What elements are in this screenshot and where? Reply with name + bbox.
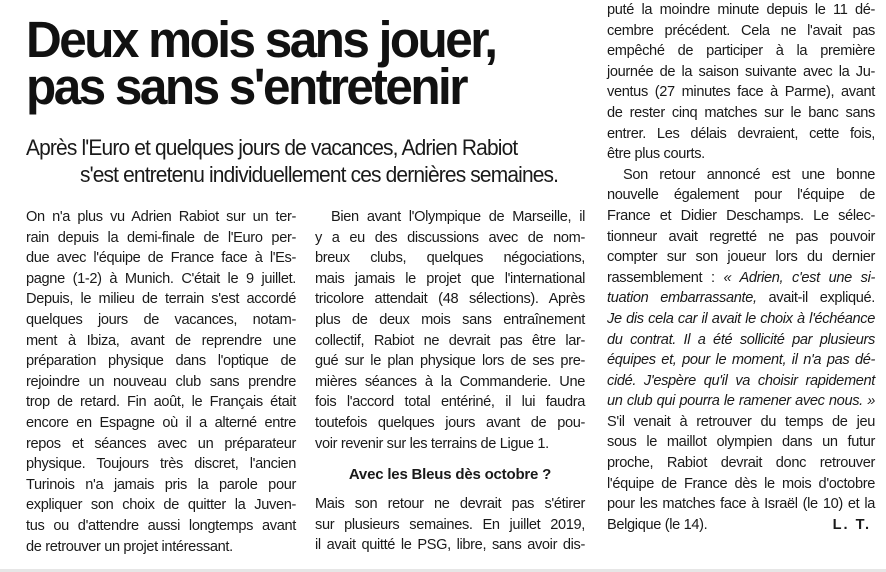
quote-line: du contrat. Il a été sollicité par plusieurs	[607, 331, 875, 348]
body-line: due avec l'équipe de France face à l'Es-	[26, 250, 296, 267]
body-line: encore en Espagne où il a alterné entre	[26, 414, 296, 431]
body-line: Depuis, le milieu de terrain s'est accordé	[26, 291, 296, 308]
body-line: plus de deux mois sans entraînement	[315, 311, 585, 328]
body-line: collectif, Rabiot ne devrait pas être lar-	[315, 332, 585, 349]
body-line: entrer. Les délais devraient, cette fois,	[607, 125, 875, 142]
body-line: proche, Rabiot devrait donc retrouver	[607, 455, 875, 472]
body-line: expliquer son choix de quitter la Juven-	[26, 497, 296, 514]
body-line: nouvelle également pour l'équipe de	[607, 187, 875, 204]
body-line: tionneur avait regretté ne pas pouvoir	[607, 228, 875, 245]
body-line: sur plusieurs semaines. En juillet 2019,	[315, 516, 585, 533]
body-line: trop de retard. Fin août, le Français était	[26, 394, 296, 411]
standfirst-line: Après l'Euro et quelques jours de vacances, Adrien Rabiot	[26, 135, 518, 160]
body-line: de rester cinq matches sur le banc sans	[607, 104, 875, 121]
body-line: repos et séances avec un préparateur	[26, 435, 296, 452]
body-line: rejoindre un nouveau club sans prendre	[26, 373, 296, 390]
body-line	[607, 268, 875, 289]
body-line: journée de la saison suivante avec la Ju-	[607, 63, 875, 80]
quote-line: un club qui pourra le ramener avec nous. »	[607, 393, 875, 410]
body-line: préparation physique dans l'optique de	[26, 353, 296, 370]
author-signature: L. T.	[832, 516, 871, 533]
body-line: rain depuis la demi-finale de l'Euro per-	[26, 229, 296, 246]
body-line: fois l'accord total entériné, il lui faudra	[315, 394, 585, 411]
body-line: France et Didier Deschamps. Le sélec-	[607, 207, 875, 224]
body-line: voir revenir sur les terrains de Ligue 1.	[315, 435, 549, 452]
body-line: pour les matches face à Israël (le 10) et la	[607, 496, 875, 513]
body-text: avait-il expliqué.	[756, 290, 875, 307]
body-line: empêché de participer à la première	[607, 43, 875, 60]
body-line: puté la moindre minute depuis le 11 dé-	[607, 2, 875, 18]
body-line: physique. Toujours très discret, l'ancien	[26, 456, 296, 473]
body-line: quelques jours de vacances, notam-	[26, 311, 296, 328]
standfirst	[26, 134, 559, 188]
standfirst-line: s'est entretenu individuellement ces dernières semaines.	[79, 162, 559, 187]
body-line: mières séances à la Commanderie. Une	[315, 373, 585, 390]
headline-line: pas sans s'entretenir	[26, 58, 466, 115]
body-line: Mais son retour ne devrait pas s'étirer	[315, 496, 585, 513]
headline-line: Deux mois sans jouer,	[26, 11, 496, 68]
body-line	[607, 288, 875, 309]
quote-text: tuation embarrassante,	[607, 290, 757, 307]
body-line: tricolore attendait (48 sélections). Après	[315, 291, 585, 308]
body-line	[607, 515, 875, 536]
body-line: y a eu des discussions avec de nom-	[315, 229, 585, 246]
body-line: Son retour annoncé est une bonne	[623, 166, 875, 183]
body-line: mais jamais le projet que l'international	[315, 270, 585, 287]
quote-line: Je dis cela car il avait le choix à l'échéance	[607, 310, 875, 327]
body-line: Bien avant l'Olympique de Marseille, il	[331, 209, 585, 225]
column-3	[607, 0, 875, 535]
body-text: rassemblement :	[607, 269, 724, 286]
body-line: être plus courts.	[607, 146, 705, 163]
quote-line: cidé. J'espère qu'il va choisir rapidement	[607, 372, 875, 389]
body-text: Belgique (le 14).	[607, 516, 708, 533]
column-2	[315, 207, 585, 556]
body-line: S'il venait à retrouver du temps de jeu	[607, 413, 875, 430]
body-line: Turinois n'a jamais pris la parole pour	[26, 476, 296, 493]
column-1	[26, 207, 296, 557]
body-line: sous le maillot olympien dans un futur	[607, 434, 875, 451]
body-line: toutefois quelques jours avant de pou-	[315, 414, 585, 431]
body-line: ment à Ibiza, avant de reprendre une	[26, 332, 296, 349]
body-line: On n'a plus vu Adrien Rabiot sur un ter-	[26, 209, 296, 225]
quote-text: « Adrien, c'est une si-	[723, 269, 875, 286]
quote-line: équipes et, pour le moment, il n'a pas dé-	[607, 352, 875, 369]
body-line: il avait quitté le PSG, libre, sans avoir dis-	[315, 537, 585, 554]
body-line: ventus (27 minutes face à Parme), avant	[607, 84, 875, 101]
body-line: pagne (1-2) à Munich. C'était le 9 juillet.	[26, 270, 296, 287]
body-line: de retrouver un projet intéressant.	[26, 538, 233, 555]
body-line: gué sur le plan physique lors de ses pre-	[315, 353, 585, 370]
body-line: cembre précédent. Cela ne l'avait pas	[607, 22, 875, 39]
body-line: breux clubs, quelques négociations,	[315, 250, 585, 267]
body-line: l'équipe de France dès le mois d'octobre	[607, 475, 875, 492]
subheading: Avec les Bleus dès octobre ?	[348, 466, 552, 484]
headline	[26, 0, 571, 115]
body-line: tus ou d'attendre aussi longtemps avant	[26, 517, 296, 534]
article-header	[26, 0, 588, 187]
body-line: compter sur son joueur lors du dernier	[607, 249, 875, 266]
